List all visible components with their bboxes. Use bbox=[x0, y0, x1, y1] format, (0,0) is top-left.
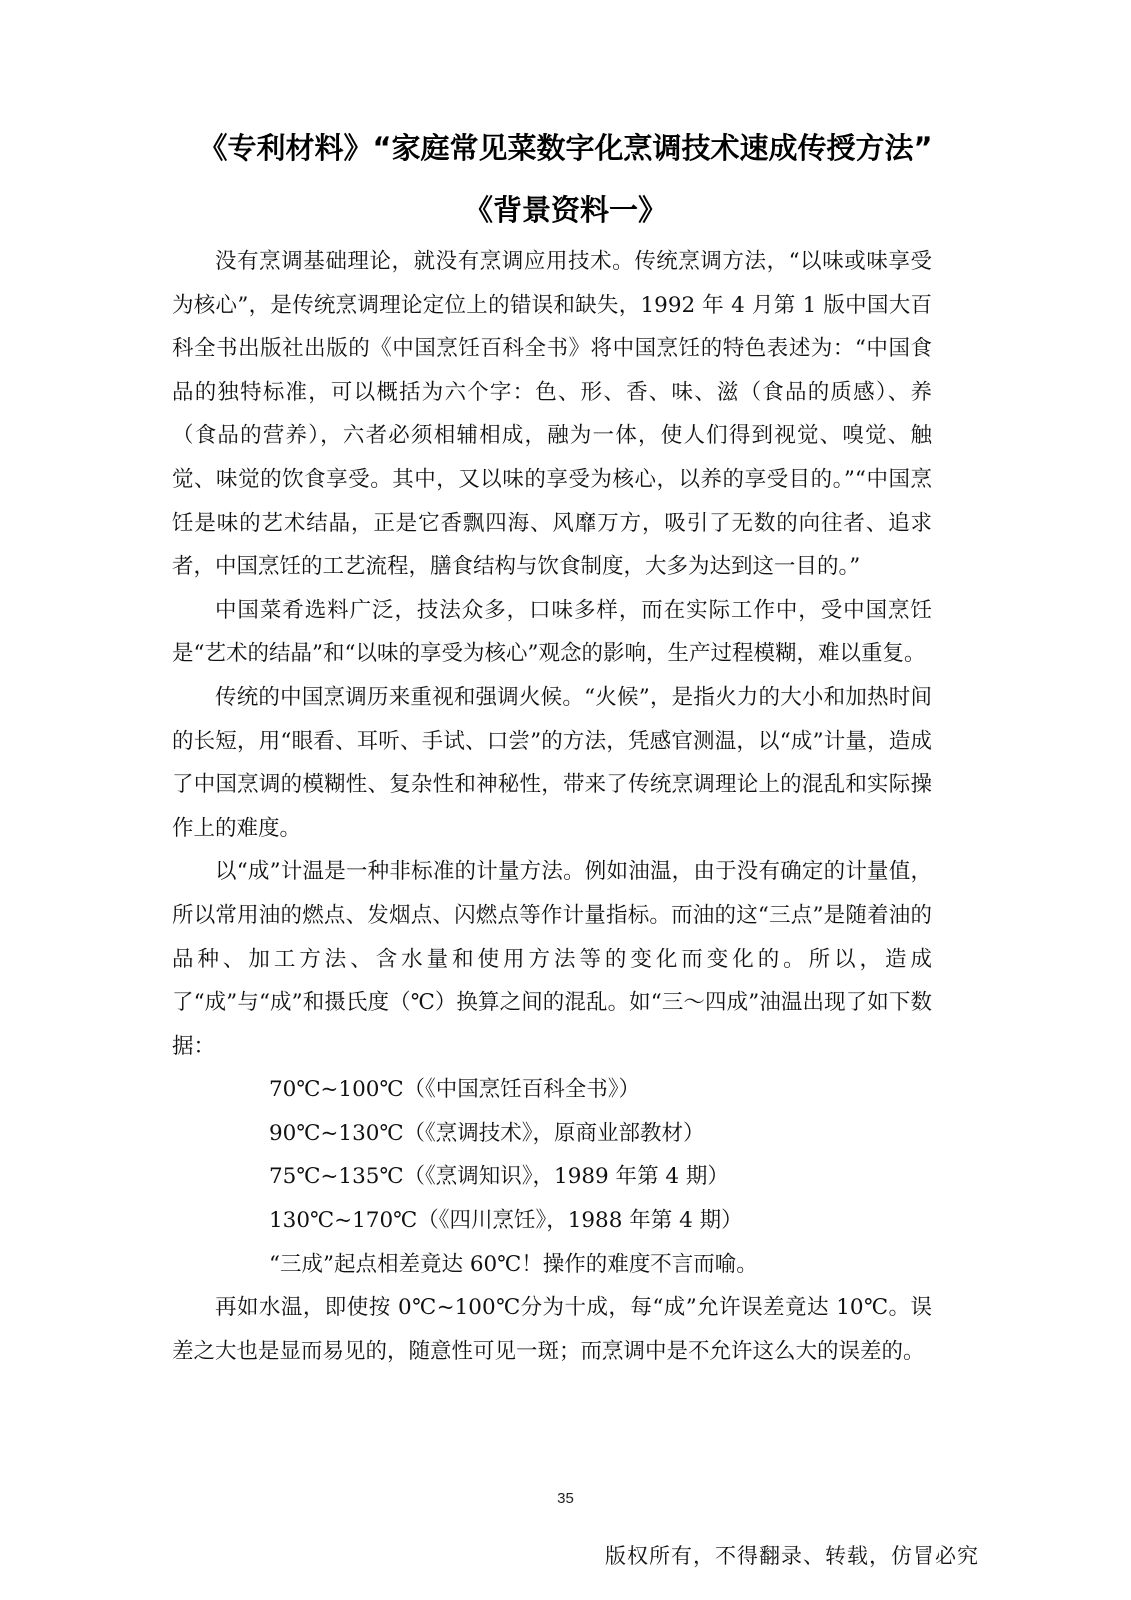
paragraph-1: 没有烹调基础理论，就没有烹调应用技术。传统烹调方法，“以味或味享受为核心”，是传统烹调理论定位上的错误和缺失，1992 年 4 月第 1 版中国大百科全书出版社出版的《中国烹饪百科全书》将中国烹饪的特色表述为：“中国食品的独特标准，可以概括为六个字：色、形、香、味、滋（食品的质感）、养（食品的营养），六者必须相辅相成，融为一体，使人们得到视觉、嗅觉、触觉、味觉的饮食享受。其中，又以味的享受为核心，以养的享受目的。”“中国烹饪是味的艺术结晶，正是它香飘四海、风靡万方，吸引了无数的向往者、追求者，中国烹饪的工艺流程，膳食结构与饮食制度，大多为达到这一目的。” bbox=[172, 249, 932, 580]
page-number: 35 bbox=[557, 1490, 574, 1507]
document-title: 《专利材料》“家庭常见菜数字化烹调技术速成传授方法” bbox=[198, 131, 933, 165]
oil-temp-summary-line: “三成”起点相差竟达 60℃！操作的难度不言而喻。 bbox=[269, 1251, 758, 1277]
oil-temp-data-line-2: 90℃~130℃（《烹调技术》，原商业部教材） bbox=[269, 1120, 705, 1146]
paragraph-4: 以“成”计温是一种非标准的计量方法。例如油温，由于没有确定的计量值，所以常用油的燃点、发烟点、闪燃点等作计量指标。而油的这“三点”是随着油的品种、加工方法、含水量和使用方法等的变化而变化的。所以，造成了“成”与“成”和摄氏度（℃）换算之间的混乱。如“三～四成”油温出现了如下数据： bbox=[172, 859, 932, 1059]
document-subtitle: 《背景资料一》 bbox=[463, 193, 667, 227]
oil-temp-data-line-3: 75℃~135℃（《烹调知识》，1989 年第 4 期） bbox=[269, 1164, 729, 1190]
document-body bbox=[172, 240, 932, 1373]
copyright-footer: 版权所有，不得翻录、转载，仿冒必究 bbox=[605, 1544, 979, 1568]
paragraph-3: 传统的中国烹调历来重视和强调火候。“火候”，是指火力的大小和加热时间的长短，用“眼看、耳听、手试、口尝”的方法，凭感官测温，以“成”计量，造成了中国烹调的模糊性、复杂性和神秘性，带来了传统烹调理论上的混乱和实际操作上的难度。 bbox=[172, 684, 932, 841]
oil-temp-data-line-1: 70℃~100℃（《中国烹饪百科全书》） bbox=[269, 1077, 641, 1103]
oil-temp-data-line-4: 130℃~170℃（《四川烹饪》，1988 年第 4 期） bbox=[269, 1208, 743, 1234]
paragraph-final: 再如水温，即使按 0℃~100℃分为十成，每“成”允许误差竟达 10℃。误差之大也是显而易见的，随意性可见一斑；而烹调中是不允许这么大的误差的。 bbox=[172, 1295, 932, 1364]
paragraph-2: 中国菜肴选料广泛，技法众多，口味多样，而在实际工作中，受中国烹饪是“艺术的结晶”和“以味的享受为核心”观念的影响，生产过程模糊，难以重复。 bbox=[172, 597, 932, 667]
